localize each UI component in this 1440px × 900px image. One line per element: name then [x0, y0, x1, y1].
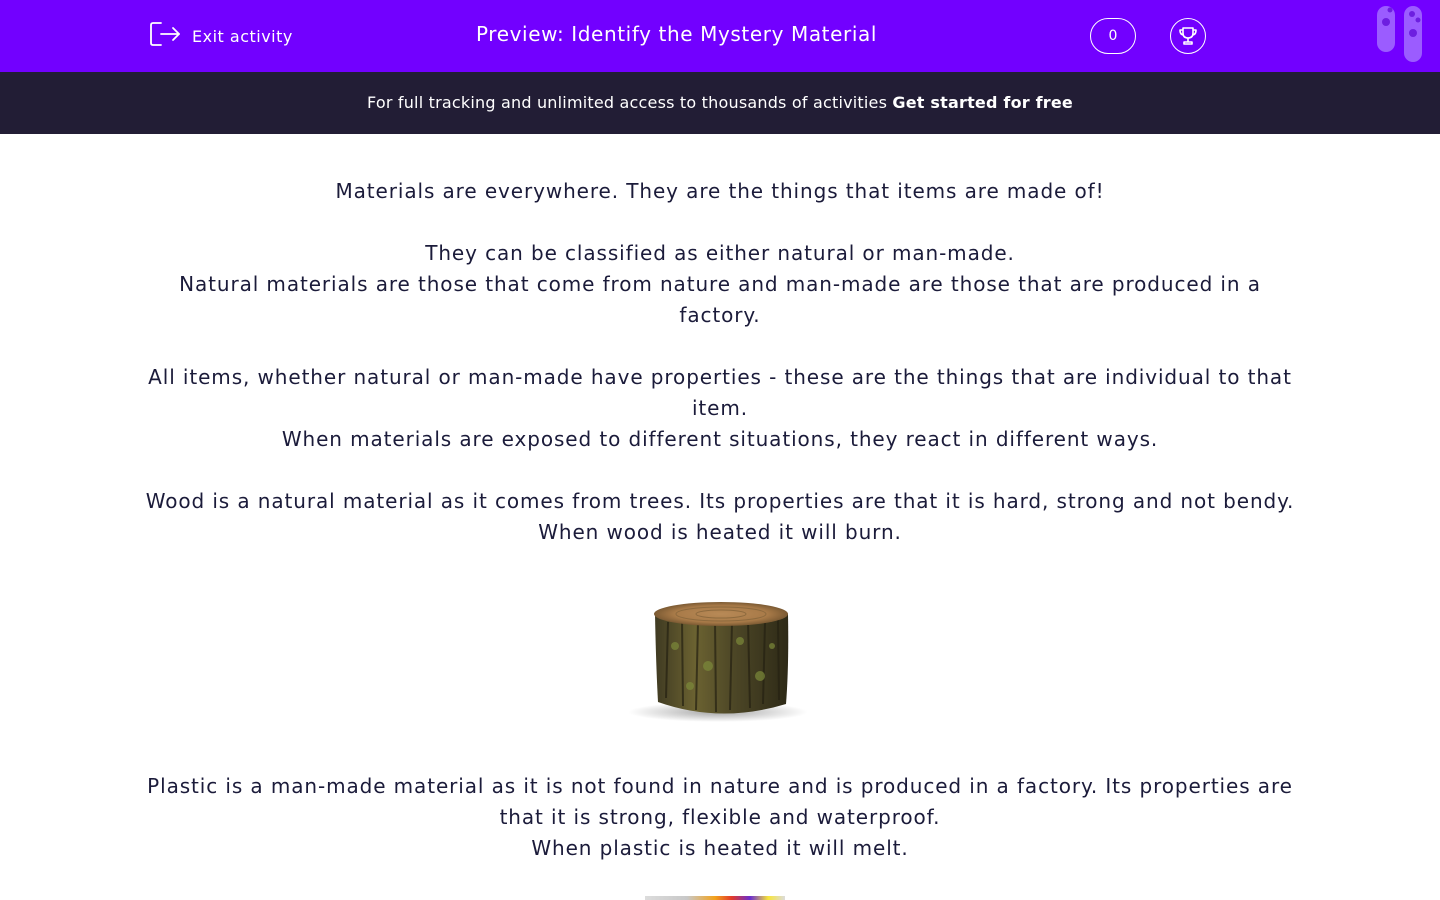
score-badge: 0: [1090, 18, 1136, 54]
get-started-link[interactable]: Get started for free: [892, 93, 1073, 112]
wood-paragraph: Wood is a natural material as it comes from trees. Its properties are that it is hard, strong and not bendy.: [145, 489, 1295, 513]
top-bar: [0, 0, 1440, 72]
intro-paragraph: Materials are everywhere. They are the things that items are made of!: [335, 179, 1105, 203]
trophy-button[interactable]: [1170, 18, 1206, 54]
natural-definition-paragraph: Natural materials are those that come from nature and man-made are those that are produced in a factory.: [179, 272, 1261, 327]
signup-banner: [0, 72, 1440, 134]
exit-icon: [148, 19, 182, 53]
plastic-paragraph: Plastic is a man-made material as it is not found in nature and is produced in a factory. Its properties are that it is strong, flexible and waterproof.: [147, 774, 1293, 829]
classify-paragraph: They can be classified as either natural or man-made.: [425, 241, 1015, 265]
exit-activity-label: Exit activity: [192, 26, 293, 46]
wood-stump-image: [620, 586, 820, 726]
properties-paragraph: All items, whether natural or man-made have properties - these are the things that are individual to that item.: [148, 365, 1292, 420]
plastic-image: [645, 896, 785, 900]
trophy-icon: [1177, 25, 1199, 47]
page-title: Preview: Identify the Mystery Material: [476, 22, 878, 46]
react-paragraph: When materials are exposed to different situations, they react in different ways.: [281, 427, 1159, 451]
banner-text: For full tracking and unlimited access to thousands of activities: [367, 93, 893, 112]
test-tubes-logo: [1372, 0, 1432, 66]
wood-heat-paragraph: When wood is heated it will burn.: [538, 520, 902, 544]
plastic-heat-paragraph: When plastic is heated it will melt.: [531, 836, 909, 860]
lesson-content: [140, 176, 1300, 864]
exit-activity-button[interactable]: [148, 20, 293, 52]
